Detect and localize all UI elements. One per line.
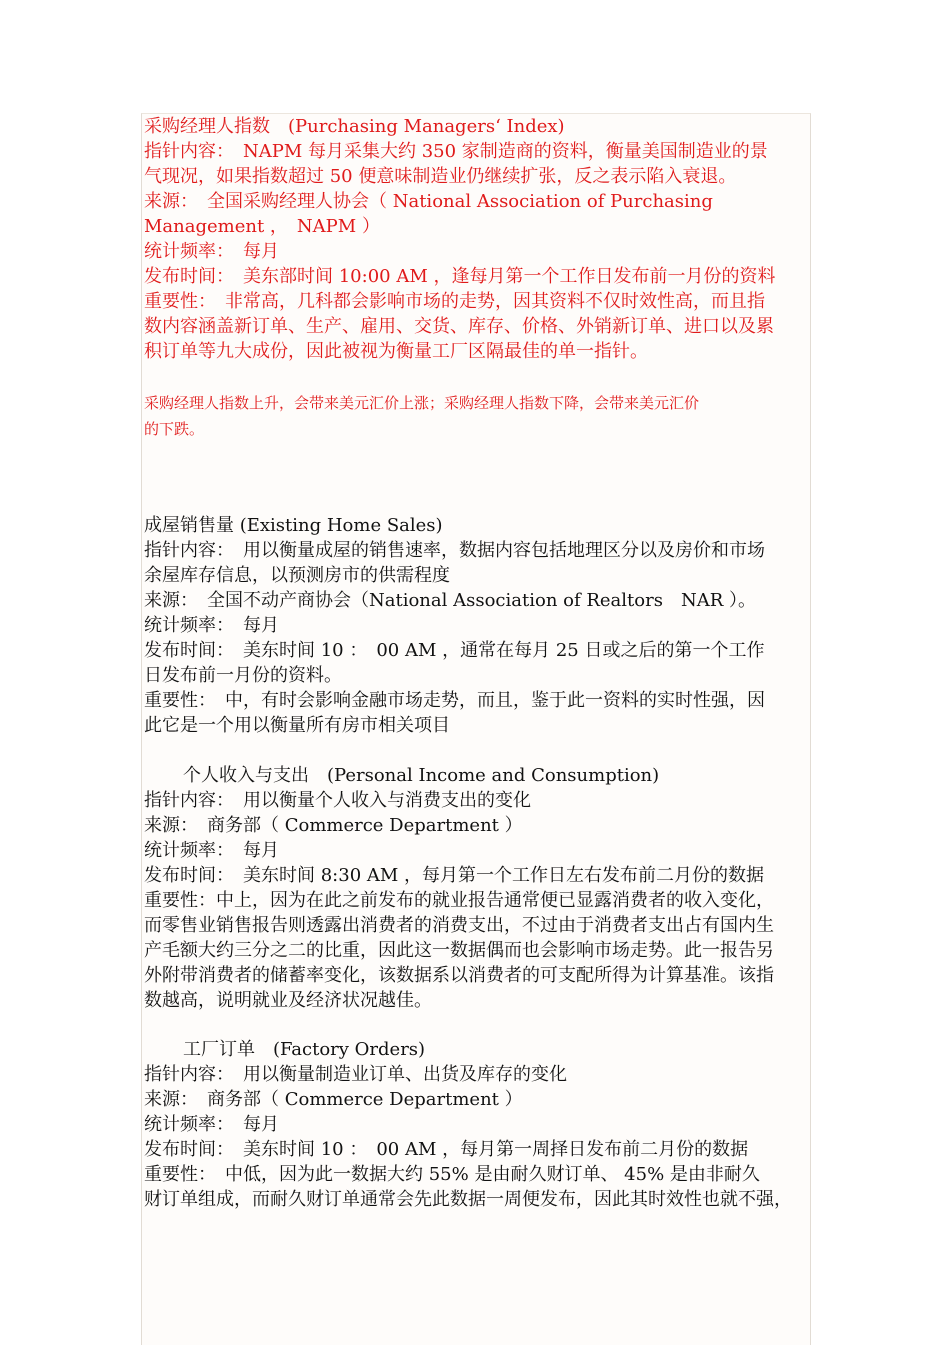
pmi-source-cont: Management ， NAPM ） bbox=[144, 216, 380, 237]
home-sales-content: 指针内容： 用以衡量成屋的销售速率，数据内容包括地理区分以及房价和市场 bbox=[144, 540, 765, 561]
factory-orders-importance: 重要性： 中低，因为此一数据大约 55% 是由耐久财订单、 45% 是由非耐久 bbox=[144, 1164, 760, 1185]
personal-income-release-time: 发布时间： 美东时间 8:30 AM ，每月第一个工作日左右发布前二月份的数据 bbox=[144, 865, 765, 886]
home-sales-content-cont: 余屋库存信息，以预测房市的供需程度 bbox=[144, 565, 450, 586]
pmi-note-cont: 的下跌。 bbox=[144, 420, 205, 438]
personal-income-title: 个人收入与支出 (Personal Income and Consumption) bbox=[183, 765, 660, 786]
pmi-content: 指针内容： NAPM 每月采集大约 350 家制造商的资料，衡量美国制造业的景 bbox=[144, 141, 768, 162]
pmi-importance-cont2: 积订单等九大成份，因此被视为衡量工厂区隔最佳的单一指针。 bbox=[144, 341, 648, 362]
pmi-importance-cont: 数内容涵盖新订单、生产、雇用、交货、库存、价格、外销新订单、进口以及累 bbox=[144, 316, 774, 337]
home-sales-release-time: 发布时间： 美东时间 10 ： 00 AM ，通常在每月 25 日或之后的第一个工作 bbox=[144, 640, 765, 661]
factory-orders-title: 工厂订单 (Factory Orders) bbox=[183, 1039, 426, 1060]
home-sales-importance: 重要性： 中，有时会影响金融市场走势，而且，鉴于此一资料的实时性强，因 bbox=[144, 690, 765, 711]
personal-income-importance-cont3: 外附带消费者的储蓄率变化，该数据系以消费者的可支配所得为计算基准。该指 bbox=[144, 965, 774, 986]
home-sales-importance-cont: 此它是一个用以衡量所有房市相关项目 bbox=[144, 715, 450, 736]
home-sales-release-time-cont: 日发布前一月份的资料。 bbox=[144, 665, 342, 686]
factory-orders-content: 指针内容： 用以衡量制造业订单、出货及库存的变化 bbox=[144, 1064, 567, 1085]
personal-income-importance: 重要性：中上，因为在此之前发布的就业报告通常便已显露消费者的收入变化， bbox=[144, 890, 774, 911]
personal-income-importance-cont: 而零售业销售报告则透露出消费者的消费支出，不过由于消费者支出占有国内生 bbox=[144, 915, 774, 936]
factory-orders-source: 来源： 商务部（ Commerce Department ） bbox=[144, 1089, 523, 1110]
factory-orders-importance-cont: 财订单组成，而耐久财订单通常会先此数据一周便发布，因此其时效性也就不强， bbox=[144, 1189, 792, 1210]
personal-income-frequency: 统计频率： 每月 bbox=[144, 840, 279, 861]
factory-orders-release-time: 发布时间： 美东时间 10 ： 00 AM ，每月第一周择日发布前二月份的数据 bbox=[144, 1139, 749, 1160]
home-sales-source: 来源： 全国不动产商协会（National Association of Realtors NAR ）。 bbox=[144, 590, 756, 611]
pmi-importance: 重要性： 非常高，几科都会影响市场的走势，因其资料不仅时效性高，而且指 bbox=[144, 291, 765, 312]
personal-income-content: 指针内容： 用以衡量个人收入与消费支出的变化 bbox=[144, 790, 531, 811]
pmi-note: 采购经理人指数上升，会带来美元汇价上涨；采购经理人指数下降，会带来美元汇价 bbox=[144, 394, 700, 412]
home-sales-title: 成屋销售量 (Existing Home Sales) bbox=[144, 515, 443, 536]
pmi-title: 采购经理人指数 (Purchasing Managers‘ Index) bbox=[144, 116, 565, 137]
home-sales-frequency: 统计频率： 每月 bbox=[144, 615, 279, 636]
personal-income-source: 来源： 商务部（ Commerce Department ） bbox=[144, 815, 523, 836]
pmi-frequency: 统计频率： 每月 bbox=[144, 241, 279, 262]
pmi-source: 来源： 全国采购经理人协会（ National Association of Purchasing bbox=[144, 191, 713, 212]
personal-income-importance-cont4: 数越高，说明就业及经济状况越佳。 bbox=[144, 990, 432, 1011]
pmi-content-cont: 气现况，如果指数超过 50 便意味制造业仍继续扩张，反之表示陷入衰退。 bbox=[144, 166, 737, 187]
personal-income-importance-cont2: 产毛额大约三分之二的比重，因此这一数据偶而也会影响市场走势。此一报告另 bbox=[144, 940, 774, 961]
pmi-release-time: 发布时间： 美东部时间 10:00 AM ，逢每月第一个工作日发布前一月份的资料 bbox=[144, 266, 776, 287]
factory-orders-frequency: 统计频率： 每月 bbox=[144, 1114, 279, 1135]
